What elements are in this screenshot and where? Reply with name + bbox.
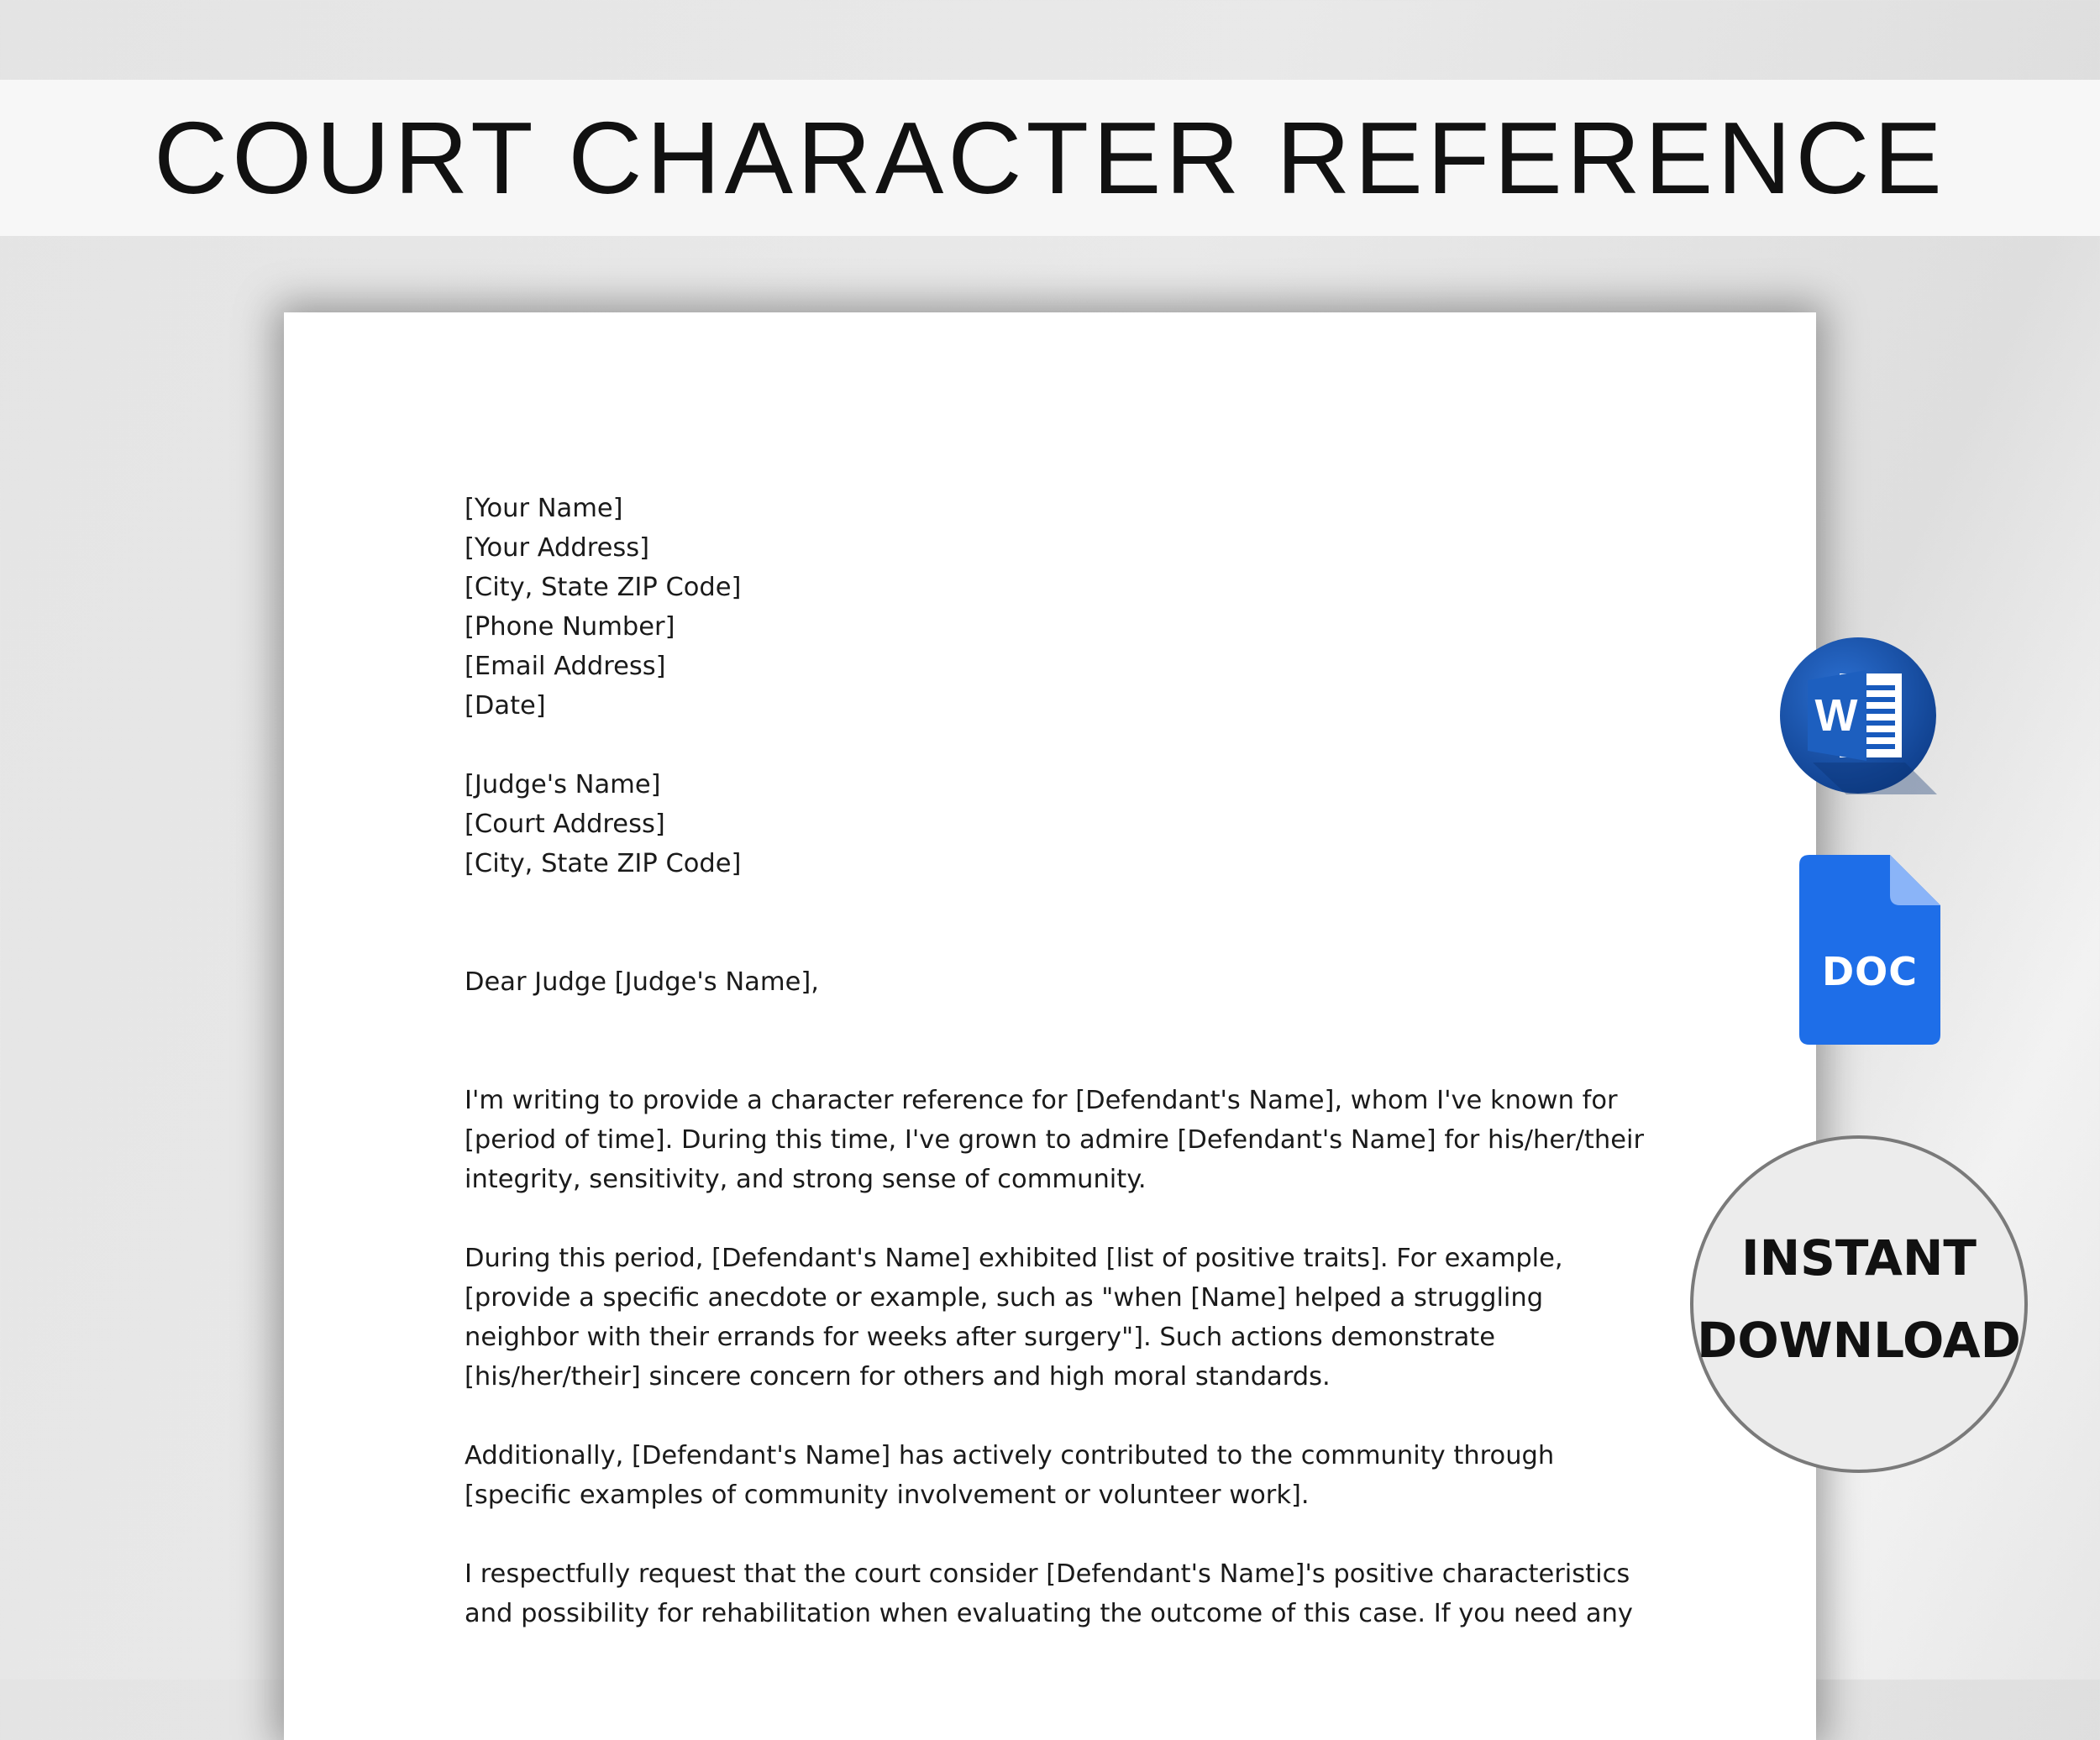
sender-address: [Your Address]: [465, 533, 650, 563]
paragraph-request: I respectfully request that the court consider [Defendant's Name]'s positive characteristics and possibility for rehabilitation when evaluating the outcome of this case. If you need any: [465, 1559, 1633, 1628]
letter-page: [284, 312, 1816, 1740]
badge-line-instant: INSTANT: [1741, 1229, 1977, 1287]
badge-line-download: DOWNLOAD: [1697, 1312, 2021, 1369]
sender-phone: [Phone Number]: [465, 612, 675, 642]
sender-city: [City, State ZIP Code]: [465, 573, 742, 602]
title-banner: [0, 80, 2100, 236]
recipient-block: [465, 765, 1657, 883]
court-city: [City, State ZIP Code]: [465, 849, 742, 878]
sender-block: [465, 489, 1657, 726]
salutation: Dear Judge [Judge's Name],: [465, 967, 819, 997]
instant-download-badge: [1690, 1135, 2028, 1473]
word-letter: W: [1814, 690, 1858, 741]
letter-date: [Date]: [465, 691, 546, 721]
paragraph-traits: During this period, [Defendant's Name] exhibited [list of positive traits]. For example, [provide a specific anecdote or example, such as "when [Name] helped a struggling neighbor with their errands for weeks after surgery"]. Such actions demonstrate [his/her/their] sincere concern for others and high moral standards.: [465, 1244, 1563, 1391]
page-title: COURT CHARACTER REFERENCE: [154, 101, 1946, 215]
letter-body: [465, 489, 1657, 1633]
judge-name: [Judge's Name]: [465, 770, 661, 799]
sender-name: [Your Name]: [465, 494, 623, 523]
court-address: [Court Address]: [465, 810, 665, 839]
paragraph-intro: I'm writing to provide a character reference for [Defendant's Name], whom I've known for [period of time]. During this time, I've grown to admire [Defendant's Name] for his/her/their integrity, sensitivity, and strong sense of community.: [465, 1086, 1644, 1194]
microsoft-word-icon: [1779, 637, 1937, 794]
doc-label: DOC: [1821, 949, 1919, 994]
paragraph-community: Additionally, [Defendant's Name] has actively contributed to the community through [specific examples of community involvement or volunteer work].: [465, 1441, 1555, 1510]
sender-email: [Email Address]: [465, 652, 666, 681]
